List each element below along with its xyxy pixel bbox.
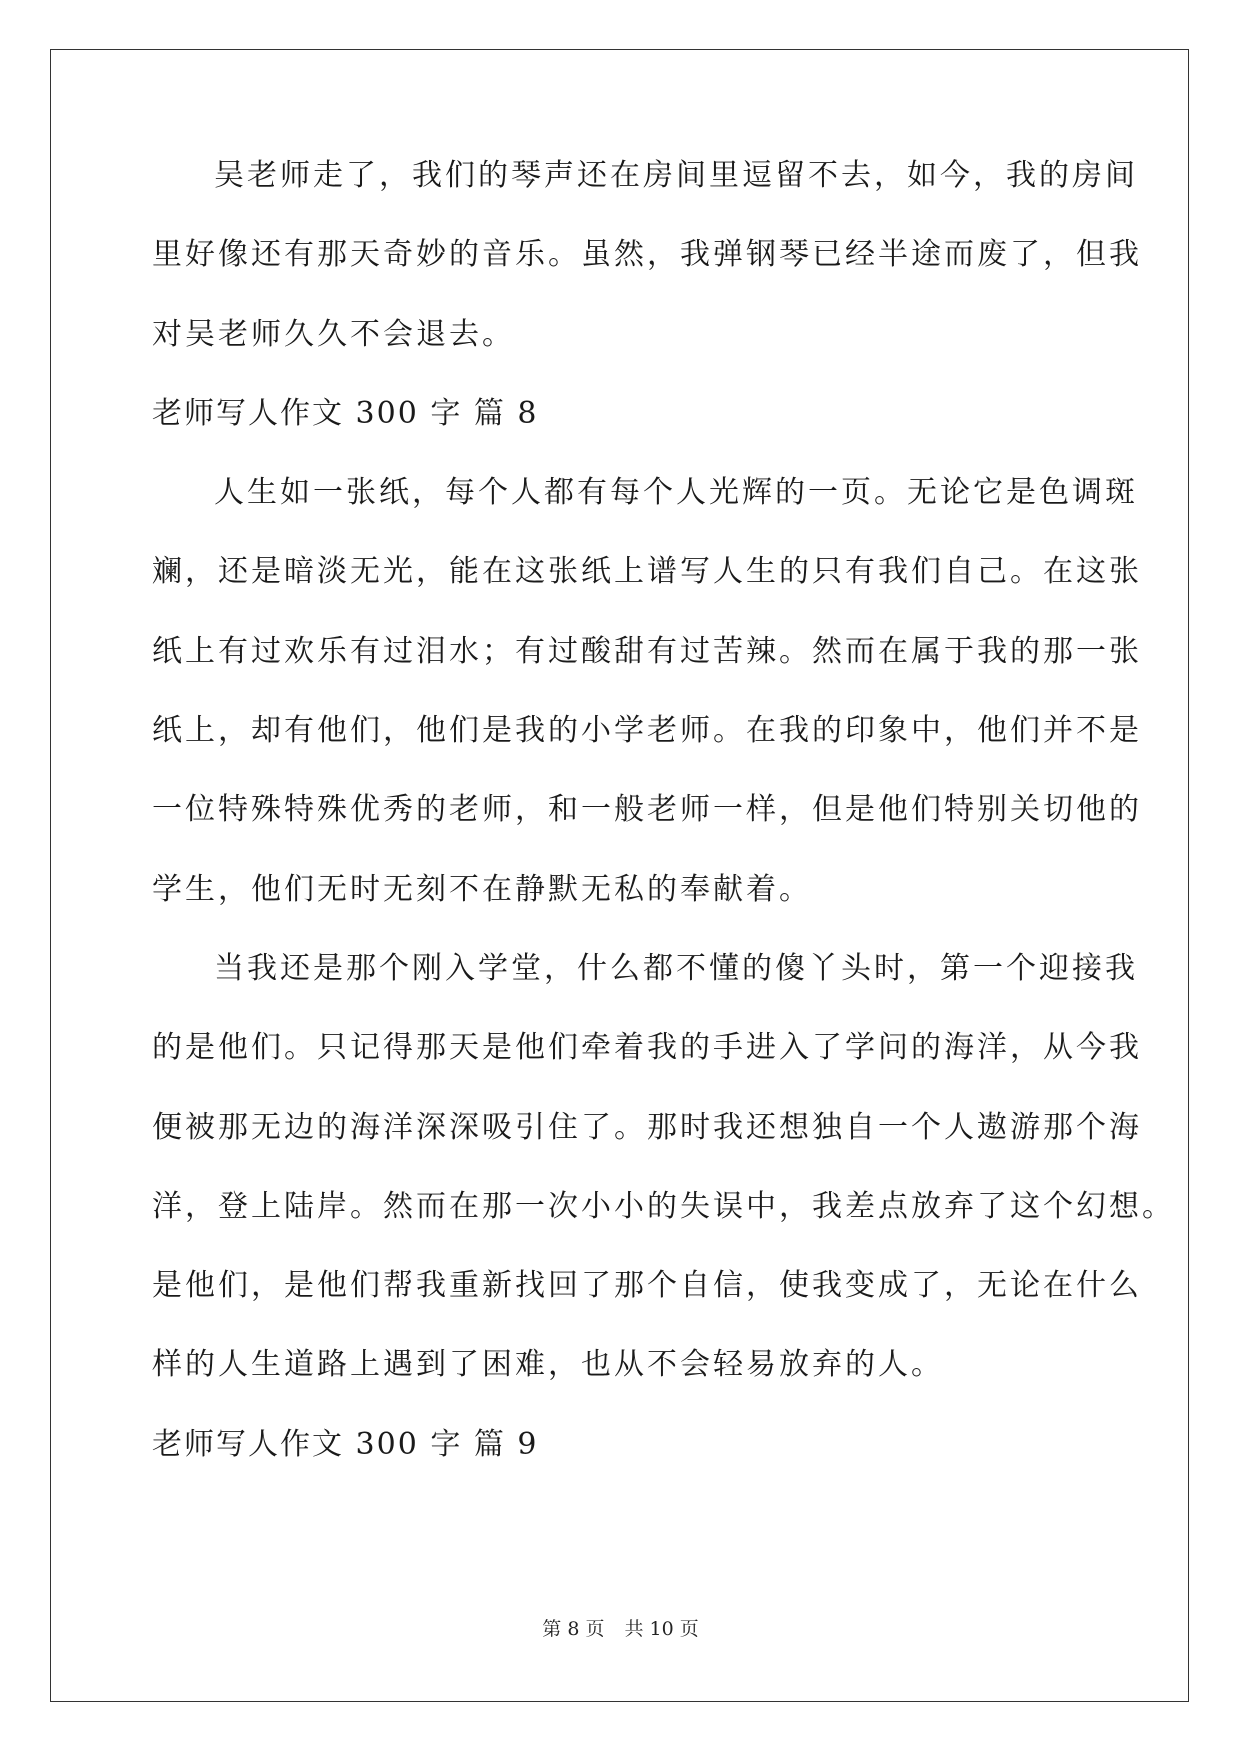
paragraph-line: 纸上有过欢乐有过泪水；有过酸甜有过苦辣。然而在属于我的那一张 <box>152 633 1142 669</box>
section-heading: 老师写人作文 300 字 篇 8 <box>152 395 539 431</box>
paragraph-line: 当我还是那个刚入学堂，什么都不懂的傻丫头时，第一个迎接我 <box>214 950 1138 986</box>
document-body <box>152 155 1175 1465</box>
paragraph-line: 样的人生道路上遇到了困难，也从不会轻易放弃的人。 <box>152 1347 944 1383</box>
paragraph-line: 一位特殊特殊优秀的老师，和一般老师一样，但是他们特别关切他的 <box>152 792 1142 828</box>
paragraph-line: 人生如一张纸，每个人都有每个人光辉的一页。无论它是色调斑 <box>214 475 1138 511</box>
page-footer <box>0 1617 1241 1641</box>
section-heading: 老师写人作文 300 字 篇 9 <box>152 1426 539 1462</box>
paragraph-line: 对吴老师久久不会退去。 <box>152 316 515 352</box>
page-number: 第 8 页 <box>542 1618 605 1640</box>
paragraph-line: 吴老师走了，我们的琴声还在房间里逗留不去，如今，我的房间 <box>214 158 1138 193</box>
paragraph-line: 的是他们。只记得那天是他们牵着我的手进入了学问的海洋，从今我 <box>152 1030 1142 1066</box>
paragraph-line: 洋，登上陆岸。然而在那一次小小的失误中，我差点放弃了这个幻想。 <box>152 1188 1175 1224</box>
page-total: 共 10 页 <box>624 1618 699 1640</box>
paragraph-line: 斓，还是暗淡无光，能在这张纸上谱写人生的只有我们自己。在这张 <box>152 554 1142 590</box>
paragraph-line: 是他们，是他们帮我重新找回了那个自信，使我变成了，无论在什么 <box>152 1268 1142 1304</box>
paragraph-line: 便被那无边的海洋深深吸引住了。那时我还想独自一个人遨游那个海 <box>152 1109 1142 1145</box>
paragraph-line: 学生，他们无时无刻不在静默无私的奉献着。 <box>152 871 812 907</box>
paragraph-line: 里好像还有那天奇妙的音乐。虽然，我弹钢琴已经半途而废了，但我 <box>152 237 1142 273</box>
paragraph-line: 纸上，却有他们，他们是我的小学老师。在我的印象中，他们并不是 <box>152 713 1142 749</box>
